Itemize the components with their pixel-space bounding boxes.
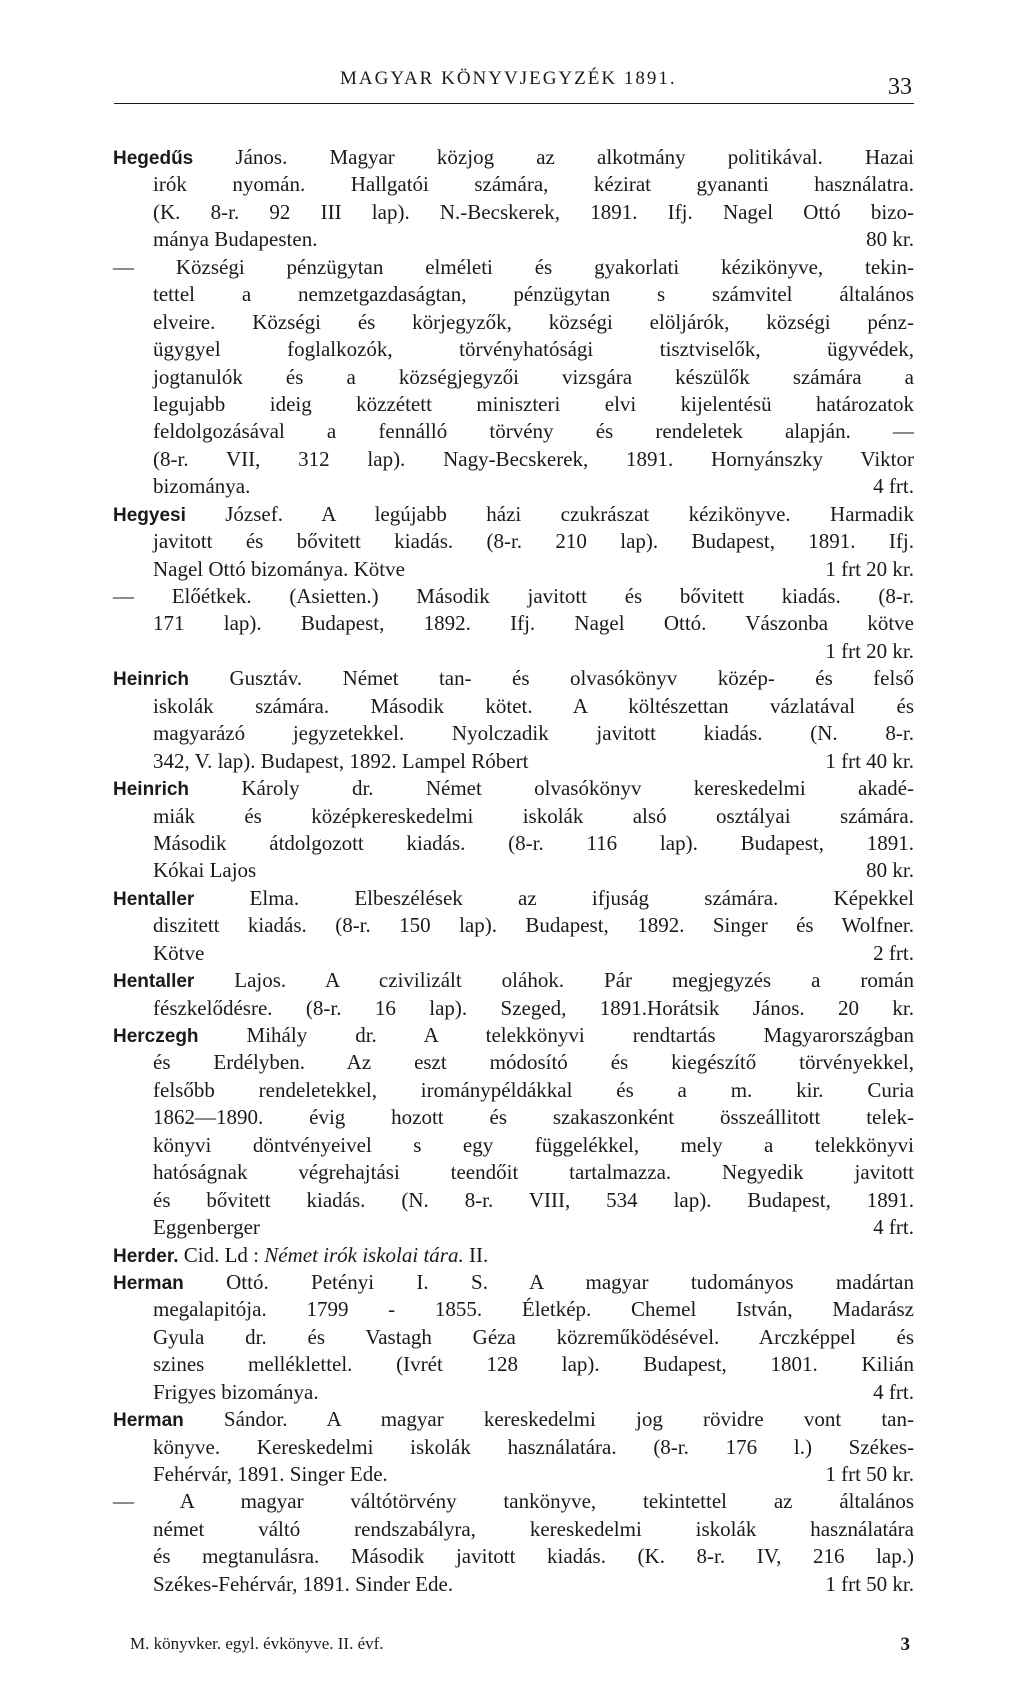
text-line <box>113 226 914 253</box>
line-text <box>113 254 914 281</box>
dash-prefix: — <box>113 254 176 279</box>
entry-text: jogtanulók és a községjegyzői vizsgára készülők számára a <box>153 364 914 389</box>
text-line <box>113 610 914 637</box>
line-text <box>153 1324 914 1351</box>
text-line <box>113 281 914 308</box>
price: 1 frt 20 kr. <box>825 556 914 581</box>
text-line <box>113 583 914 610</box>
line-text <box>153 1571 813 1598</box>
text-line <box>113 1461 914 1488</box>
line-text <box>153 446 914 473</box>
line-text <box>153 610 914 637</box>
line-text <box>153 1132 914 1159</box>
entry-text: Károly dr. Német olvasókönyv kereskedelmi akadé- <box>189 776 914 801</box>
entry-text: II. <box>463 1242 489 1267</box>
entry-text: német váltó rendszabályra, kereskedelmi iskolák használatára <box>153 1516 914 1541</box>
text-line <box>113 693 914 720</box>
line-text <box>113 885 914 912</box>
line-text <box>153 830 914 857</box>
line-text <box>153 336 914 363</box>
price: 4 frt. <box>873 1379 914 1404</box>
line-text <box>113 775 914 802</box>
text-line <box>113 1077 914 1104</box>
line-text <box>153 364 914 391</box>
price: 1 frt 50 kr. <box>825 1571 914 1596</box>
text-line <box>113 885 914 912</box>
line-text <box>153 1214 861 1241</box>
line-text <box>153 803 914 830</box>
entry-text: Elma. Elbeszélések az ifjuság számára. Képekkel <box>194 885 914 910</box>
entry-text: magyarázó jegyzetekkel. Nyolczadik javitott kiadás. (N. 8-r. <box>153 721 914 746</box>
line-text <box>153 720 914 747</box>
author-headword: Hegedűs <box>113 148 194 169</box>
text-line <box>113 1571 914 1598</box>
text-line <box>113 1159 914 1186</box>
entry-text: A magyar váltótörvény tankönyve, tekintettel az általános <box>179 1489 915 1514</box>
entry-text: Gusztáv. Német tan- és olvasókönyv közép- és felső <box>189 666 914 691</box>
text-line <box>113 1214 914 1241</box>
page-footer <box>130 1634 910 1656</box>
text-line <box>113 1324 914 1351</box>
line-text <box>153 1351 914 1378</box>
text-line <box>113 1022 914 1049</box>
entry-text: miák és középkereskedelmi iskolák alsó osztályai számára. <box>153 803 914 828</box>
line-text <box>113 583 914 610</box>
text-line <box>113 556 914 583</box>
text-line <box>113 199 914 226</box>
text-line <box>113 1516 914 1543</box>
author-headword: Hegyesi <box>113 504 186 526</box>
entry-text: Frigyes bizománya. <box>153 1379 319 1404</box>
line-text <box>153 199 914 226</box>
entry-text: diszitett kiadás. (8-r. 150 lap). Budapest, 1892. Singer és Wolfner. <box>153 913 914 938</box>
line-text <box>153 281 914 308</box>
line-text <box>153 1104 914 1131</box>
line-text <box>113 665 914 692</box>
line-text <box>113 1406 914 1433</box>
text-line <box>113 309 914 336</box>
entry-text: (8-r. VII, 312 lap). Nagy-Becskerek, 1891. Hornyánszky Viktor <box>153 446 914 471</box>
entry-text: Második átdolgozott kiadás. (8-r. 116 lap). Budapest, 1891. <box>153 830 914 855</box>
text-line <box>113 1296 914 1323</box>
text-line <box>113 1488 914 1515</box>
text-line <box>113 391 914 418</box>
text-line <box>113 418 914 445</box>
author-headword: Heinrich <box>113 779 190 801</box>
entry-text: Fehérvár, 1891. Singer Ede. <box>153 1462 388 1486</box>
line-text <box>153 309 914 336</box>
line-text <box>153 940 861 967</box>
author-headword: Herman <box>113 1272 184 1294</box>
text-line <box>113 364 914 391</box>
line-text <box>113 967 914 994</box>
entry-text: Gyula dr. és Vastagh Géza közreműködésével. Arczképpel és <box>153 1324 914 1349</box>
price: 1 frt 40 kr. <box>825 748 914 773</box>
line-text <box>153 638 813 665</box>
entry-text: ügygyel foglalkozók, törvényhatósági tisztviselők, ügyvédek, <box>153 337 914 362</box>
entry-text: és megtanulásra. Második javitott kiadás. (K. 8-r. IV, 216 lap.) <box>153 1544 914 1569</box>
text-line <box>113 1406 914 1433</box>
line-text <box>153 1077 914 1104</box>
footer-left: M. könyvker. egyl. évkönyve. II. évf. <box>130 1634 384 1653</box>
author-headword: Herder. <box>113 1245 179 1267</box>
line-text <box>113 1488 914 1515</box>
line-text <box>113 501 914 528</box>
line-text <box>113 1022 914 1049</box>
text-line <box>113 528 914 555</box>
line-text <box>153 1187 914 1214</box>
entry-text: felsőbb rendeletekkel, irománypéldákkal és a m. kir. Curia <box>153 1077 914 1102</box>
text-line <box>113 638 914 665</box>
text-line <box>113 336 914 363</box>
text-line <box>113 967 914 994</box>
price: 80 kr. <box>866 227 914 252</box>
entry-text: Nagel Ottó bizománya. Kötve <box>153 556 405 581</box>
text-line <box>113 1132 914 1159</box>
text-line <box>113 940 914 967</box>
line-text <box>153 473 861 500</box>
line-text <box>153 226 854 253</box>
author-headword: Hentaller <box>113 971 195 993</box>
entry-text: hatóságnak végrehajtási teendőit tartalmazza. Negyedik javitott <box>153 1160 914 1185</box>
entry-text: szines melléklettel. (Ivrét 128 lap). Budapest, 1801. Kilián <box>153 1352 914 1377</box>
line-text <box>153 1159 914 1186</box>
entry-text: Cid. Ld : <box>178 1242 265 1267</box>
line-text <box>153 1049 914 1076</box>
bibliography-entries <box>113 144 914 1598</box>
text-line <box>113 446 914 473</box>
line-text <box>153 857 854 884</box>
price: 1 frt 50 kr. <box>825 1462 914 1486</box>
line-text <box>153 912 914 939</box>
line-text <box>153 171 914 198</box>
entry-text: 171 lap). Budapest, 1892. Ifj. Nagel Ottó. Vászonba kötve <box>153 611 914 636</box>
text-line <box>113 144 914 171</box>
dash-prefix: — <box>113 1489 180 1514</box>
entry-text: bizománya. <box>153 474 251 499</box>
author-headword: Hentaller <box>113 888 195 910</box>
text-line <box>113 803 914 830</box>
header-rule <box>114 103 914 104</box>
text-line <box>113 171 914 198</box>
line-text <box>153 1379 861 1406</box>
entry-text: (K. 8-r. 92 III lap). N.-Becskerek, 1891. Ifj. Nagel Ottó bizo- <box>153 199 914 224</box>
text-line <box>113 1351 914 1378</box>
text-line <box>113 995 914 1022</box>
entry-text: Eggenberger <box>153 1215 260 1240</box>
line-text <box>153 1434 914 1461</box>
entry-text: iskolák számára. Második kötet. A költészettan vázlatával és <box>153 693 914 718</box>
entry-text: feldolgozásával a fennálló törvény és rendeletek alapján. — <box>153 419 914 444</box>
line-text <box>113 1242 914 1269</box>
text-line <box>113 1104 914 1131</box>
author-headword: Herman <box>113 1410 184 1432</box>
entry-text: elveire. Községi és körjegyzők, községi elöljárók, községi pénz- <box>153 309 914 334</box>
line-text <box>153 528 914 555</box>
entry-text: Sándor. A magyar kereskedelmi jog rövidre vont tan- <box>183 1407 914 1432</box>
entry-text: 1862—1890. évig hozott és szakaszonként összeállitott telek- <box>153 1105 914 1130</box>
author-headword: Herczegh <box>113 1026 199 1047</box>
line-text <box>153 418 914 445</box>
text-line <box>113 1543 914 1570</box>
entry-text: János. Magyar közjog az alkotmány politikával. Hazai <box>193 145 914 169</box>
text-line <box>113 1242 914 1269</box>
author-headword: Heinrich <box>113 669 190 691</box>
text-line <box>113 1269 914 1296</box>
line-text <box>153 556 813 583</box>
italic-reference: Német irók iskolai tára. <box>264 1242 464 1267</box>
entry-text: Ottó. Petényi I. S. A magyar tudományos madártan <box>183 1269 914 1294</box>
entry-text: és bővitett kiadás. (N. 8-r. VIII, 534 lap). Budapest, 1891. <box>153 1187 914 1212</box>
line-text <box>153 1461 813 1488</box>
text-line <box>113 1379 914 1406</box>
entry-text: 342, V. lap). Budapest, 1892. Lampel Róbert <box>153 748 529 773</box>
signature-mark: 3 <box>900 1634 910 1655</box>
entry-text: Kötve <box>153 940 205 965</box>
entry-text: Mihály dr. A telekkönyvi rendtartás Magyarországban <box>198 1023 914 1047</box>
entry-text: Községi pénzügytan elméleti és gyakorlati kézikönyve, tekin- <box>175 254 914 279</box>
entry-text: javitott és bővitett kiadás. (8-r. 210 lap). Budapest, 1891. Ifj. <box>153 529 914 554</box>
line-text <box>153 1296 914 1323</box>
entry-text: tettel a nemzetgazdaságtan, pénzügytan s számvitel általános <box>153 282 914 307</box>
entry-text: könyvi döntvényeivel s egy függelékkel, mely a telekkönyvi <box>153 1132 914 1157</box>
text-line <box>113 857 914 884</box>
price: 4 frt. <box>873 1215 914 1240</box>
line-text <box>153 391 914 418</box>
entry-text: Lajos. A czivilizált oláhok. Pár megjegyzés a román <box>194 968 914 993</box>
line-text <box>153 1516 914 1543</box>
price: 80 kr. <box>866 858 914 883</box>
text-line <box>113 1049 914 1076</box>
text-line <box>113 501 914 528</box>
entry-text: és Erdélyben. Az eszt módosító és kiegészítő törvényekkel, <box>153 1050 914 1075</box>
entry-text: fészkelődésre. (8-r. 16 lap). Szeged, 1891.Horátsik János. 20 kr. <box>153 995 914 1020</box>
entry-text: megalapitója. 1799 - 1855. Életkép. Chemel István, Madarász <box>153 1297 914 1322</box>
entry-text: Előétkek. (Asietten.) Második javitott és bővitett kiadás. (8-r. <box>171 584 915 608</box>
entry-text: irók nyomán. Hallgatói számára, kézirat gyananti használatra. <box>153 172 914 197</box>
text-line <box>113 748 914 775</box>
text-line <box>113 665 914 692</box>
price: 2 frt. <box>873 940 914 965</box>
running-title: MAGYAR KÖNYVJEGYZÉK 1891. <box>340 68 677 89</box>
dash-prefix: — <box>113 584 172 608</box>
entry-text: József. A legújabb házi czukrászat kézikönyve. Harmadik <box>185 501 914 526</box>
text-line <box>113 473 914 500</box>
line-text <box>153 693 914 720</box>
line-text <box>113 144 914 171</box>
line-text <box>153 748 813 775</box>
price: 1 frt 20 kr. <box>825 638 914 663</box>
entry-text: mánya Budapesten. <box>153 227 318 252</box>
text-line <box>113 1187 914 1214</box>
entry-text: könyve. Kereskedelmi iskolák használatára. (8-r. 176 l.) Székes- <box>153 1434 914 1459</box>
text-line <box>113 830 914 857</box>
line-text <box>153 1543 914 1570</box>
price: 4 frt. <box>873 474 914 499</box>
line-text <box>153 995 914 1022</box>
text-line <box>113 720 914 747</box>
page-number: 33 <box>888 74 912 100</box>
text-line <box>113 775 914 802</box>
entry-text: legujabb ideig közzétett miniszteri elvi kijelentésü határozatok <box>153 391 914 416</box>
entry-text: Székes-Fehérvár, 1891. Sinder Ede. <box>153 1571 454 1596</box>
text-line <box>113 1434 914 1461</box>
text-line <box>113 912 914 939</box>
line-text <box>113 1269 914 1296</box>
text-line <box>113 254 914 281</box>
entry-text: Kókai Lajos <box>153 858 257 883</box>
